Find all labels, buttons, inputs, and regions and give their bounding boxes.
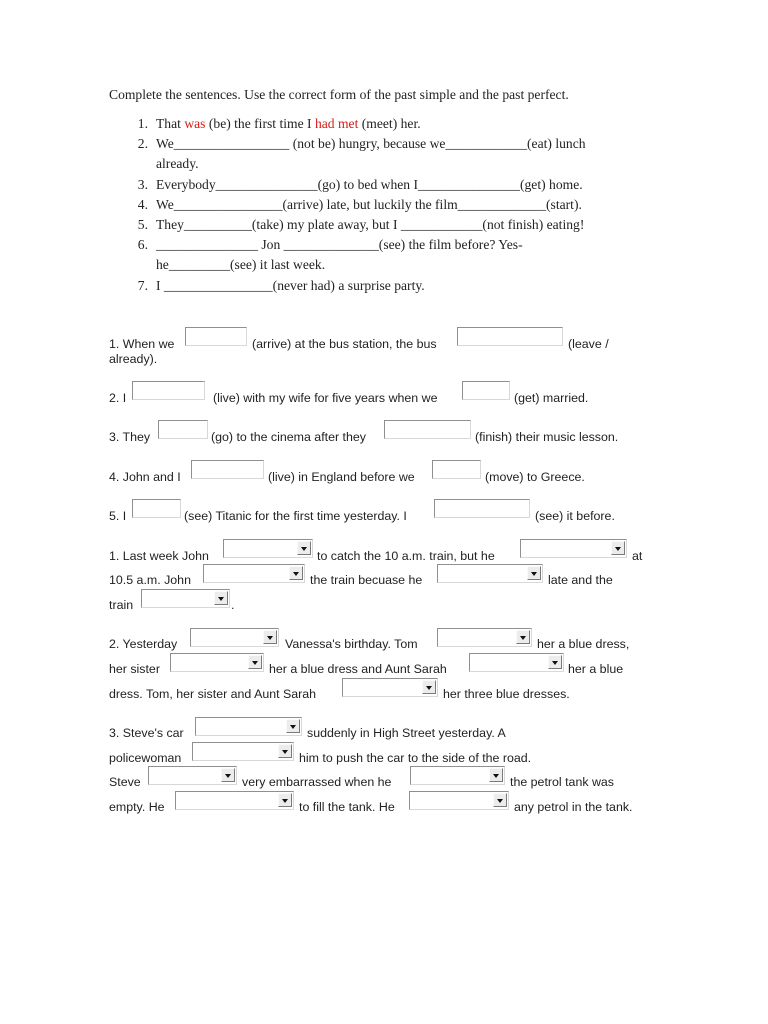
sentence-text: to fill the tank. He xyxy=(299,800,395,814)
example-answer: was xyxy=(184,116,206,131)
sentence-text: (arrive) at the bus station, the bus xyxy=(252,337,437,351)
chevron-down-icon[interactable] xyxy=(489,768,503,782)
answer-textbox[interactable] xyxy=(132,499,181,518)
answer-textbox[interactable] xyxy=(457,327,563,346)
sentence-text: . xyxy=(231,598,235,612)
answer-dropdown[interactable] xyxy=(437,564,543,583)
answer-dropdown[interactable] xyxy=(170,653,264,672)
item-number: 3. xyxy=(137,177,148,192)
chevron-down-icon[interactable] xyxy=(493,793,507,807)
sentence-text: Vanessa's birthday. Tom xyxy=(285,637,418,651)
chevron-down-icon[interactable] xyxy=(422,680,436,694)
sentence-text: (see) it before. xyxy=(535,509,615,523)
sentence-text: late and the xyxy=(548,573,613,587)
sentence-text: the petrol tank was xyxy=(510,775,615,789)
sentence-text: any petrol in the tank. xyxy=(514,800,633,814)
instruction-text: Complete the sentences. Use the correct form of the past simple and the past perfect. xyxy=(109,87,569,102)
sentence-text: 3. They xyxy=(109,430,151,444)
answer-textbox[interactable] xyxy=(462,381,510,400)
answer-textbox[interactable] xyxy=(432,460,481,479)
sentence-text: the train becuase he xyxy=(310,573,423,587)
answer-textbox[interactable] xyxy=(434,499,530,518)
item-text: That was (be) the first time I had met (meet) her. xyxy=(156,116,421,131)
sentence-text: 5. I xyxy=(109,509,127,523)
sentence-text: 3. Steve's car xyxy=(109,726,184,740)
sentence-text: (live) in England before we xyxy=(268,470,415,484)
item-text-continued: he_________(see) it last week. xyxy=(156,257,326,272)
chevron-down-icon[interactable] xyxy=(263,630,277,644)
sentence-text: suddenly in High Street yesterday. A xyxy=(307,726,506,740)
answer-dropdown[interactable] xyxy=(141,589,230,608)
answer-textbox[interactable] xyxy=(185,327,247,346)
item-text-continued: already. xyxy=(156,156,199,171)
answer-textbox[interactable] xyxy=(132,381,205,400)
item-number: 4. xyxy=(137,197,148,212)
sentence-text: (leave / xyxy=(568,337,609,351)
answer-dropdown[interactable] xyxy=(223,539,313,558)
answer-textbox[interactable] xyxy=(384,420,471,439)
sentence-text: (finish) their music lesson. xyxy=(475,430,619,444)
answer-textbox[interactable] xyxy=(158,420,208,439)
item-number: 6. xyxy=(137,237,148,252)
sentence-text: (live) with my wife for five years when we xyxy=(213,391,438,405)
list-item xyxy=(128,276,668,296)
sentence-text: to catch the 10 a.m. train, but he xyxy=(317,549,495,563)
sentence-text: train xyxy=(109,598,134,612)
item-text: Everybody_______________(go) to bed when I_______________(get) home. xyxy=(156,177,583,192)
sentence-text: him to push the car to the side of the road. xyxy=(299,751,532,765)
sentence-text: her a blue dress and Aunt Sarah xyxy=(269,662,447,676)
answer-dropdown[interactable] xyxy=(410,766,505,785)
answer-textbox[interactable] xyxy=(191,460,264,479)
chevron-down-icon[interactable] xyxy=(221,768,235,782)
answer-dropdown[interactable] xyxy=(437,628,532,647)
answer-dropdown[interactable] xyxy=(342,678,438,697)
item-number: 5. xyxy=(137,217,148,232)
sentence-text: dress. Tom, her sister and Aunt Sarah xyxy=(109,687,317,701)
sentence-text: (go) to the cinema after they xyxy=(211,430,366,444)
answer-dropdown[interactable] xyxy=(192,742,294,761)
answer-dropdown[interactable] xyxy=(409,791,509,810)
sentence-text: empty. He xyxy=(109,800,165,814)
sentence-text: policewoman xyxy=(109,751,182,765)
item-text: I ________________(never had) a surprise party. xyxy=(156,278,425,293)
answer-dropdown[interactable] xyxy=(190,628,279,647)
sentence-text: her sister xyxy=(109,662,160,676)
answer-dropdown[interactable] xyxy=(175,791,294,810)
list-item xyxy=(128,134,668,174)
chevron-down-icon[interactable] xyxy=(611,541,625,555)
answer-dropdown[interactable] xyxy=(195,717,302,736)
sentence-text: 4. John and I xyxy=(109,470,181,484)
sentence-text: (get) married. xyxy=(514,391,589,405)
item-text: They__________(take) my plate away, but I ____________(not finish) eating! xyxy=(156,217,585,232)
answer-dropdown[interactable] xyxy=(520,539,627,558)
list-item xyxy=(128,114,668,134)
sentence-text: her a blue dress, xyxy=(537,637,630,651)
list-item xyxy=(128,195,668,215)
item-number: 1. xyxy=(137,116,148,131)
item-number: 7. xyxy=(137,278,148,293)
answer-dropdown[interactable] xyxy=(469,653,564,672)
sentence-text: very embarrassed when he xyxy=(242,775,392,789)
chevron-down-icon[interactable] xyxy=(548,655,562,669)
chevron-down-icon[interactable] xyxy=(516,630,530,644)
chevron-down-icon[interactable] xyxy=(289,566,303,580)
sentence-text: her a blue xyxy=(568,662,624,676)
list-item xyxy=(128,235,668,275)
chevron-down-icon[interactable] xyxy=(286,719,300,733)
chevron-down-icon[interactable] xyxy=(278,793,292,807)
sentence-text: 1. When we xyxy=(109,337,175,351)
sentence-text: 2. I xyxy=(109,391,127,405)
item-number: 2. xyxy=(137,136,148,151)
example-answer: had met xyxy=(314,116,359,131)
chevron-down-icon[interactable] xyxy=(297,541,311,555)
chevron-down-icon[interactable] xyxy=(214,591,228,605)
sentence-text: 10.5 a.m. John xyxy=(109,573,191,587)
list-item xyxy=(128,175,668,195)
item-text: _______________ Jon ______________(see) the film before? Yes- xyxy=(156,237,523,252)
sentence-text: (see) Titanic for the first time yesterday. I xyxy=(184,509,407,523)
sentence-text: at xyxy=(632,549,643,563)
sentence-text: Steve xyxy=(109,775,141,789)
answer-dropdown[interactable] xyxy=(203,564,305,583)
sentence-text: (move) to Greece. xyxy=(485,470,585,484)
sentence-text: 1. Last week John xyxy=(109,549,209,563)
item-text: We________________(arrive) late, but luckily the film_____________(start). xyxy=(156,197,582,212)
sentence-text: her three blue dresses. xyxy=(443,687,570,701)
chevron-down-icon[interactable] xyxy=(278,744,292,758)
chevron-down-icon[interactable] xyxy=(248,655,262,669)
sentence-text: already). xyxy=(109,352,158,366)
sentence-text: 2. Yesterday xyxy=(109,637,178,651)
chevron-down-icon[interactable] xyxy=(527,566,541,580)
list-item xyxy=(128,215,668,235)
answer-dropdown[interactable] xyxy=(148,766,237,785)
item-text: We_________________ (not be) hungry, because we____________(eat) lunch xyxy=(156,136,586,151)
